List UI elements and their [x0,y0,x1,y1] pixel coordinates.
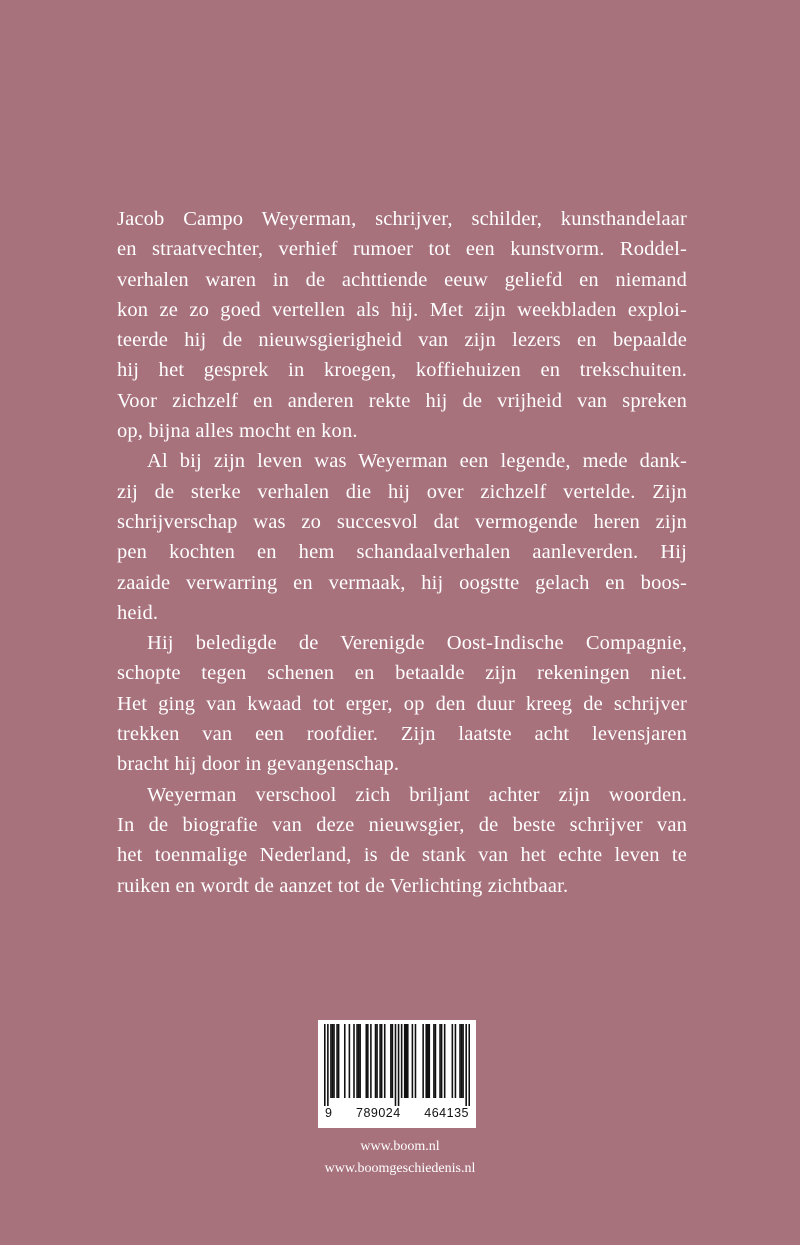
back-cover-blurb [117,204,687,901]
barcode-bar [415,1024,417,1098]
isbn-barcode [318,1020,476,1128]
blurb-line: In de biografie van deze nieuwsgier, de beste schrijver van [117,813,687,836]
barcode-bar [412,1024,414,1098]
barcode-bar [356,1024,358,1098]
barcode-bar [338,1024,340,1098]
barcode-bar [422,1024,424,1098]
blurb-line: het toenmalige Nederland, is de stank van het echte leven te [117,844,687,867]
barcode-bar [358,1024,360,1098]
barcode-bar [381,1024,383,1098]
barcode-bar [444,1024,446,1098]
barcode-bar [359,1024,361,1098]
publisher-url-boom: www.boom.nl [360,1139,440,1154]
blurb-line: ruiken en wordt de aanzet tot de Verlichting zichtbaar. [117,874,569,897]
barcode-bar [439,1024,441,1098]
barcode-digit-prefix: 9 [325,1106,333,1120]
barcode-bar [468,1024,470,1106]
barcode-digit-left: 789024 [356,1106,401,1120]
blurb-line: teerde hij de nieuwsgierigheid van zijn lezers en bepaalde [117,329,687,352]
blurb-line: en straatvechter, verhief rumoer tot een kunstvorm. Roddel- [117,238,687,261]
barcode-bar [365,1024,367,1098]
blurb-line: zaaide verwarring en vermaak, hij oogstte gelach en boos- [117,571,687,594]
blurb-line: kon ze zo goed vertellen als hij. Met zijn weekbladen exploi- [117,298,687,321]
blurb-line: verhalen waren in de achttiende eeuw geliefd en niemand [117,268,687,291]
barcode-bar [367,1024,369,1098]
barcode-bar [459,1024,461,1098]
blurb-line: schopte tegen schenen en betaalde zijn rekeningen niet. [117,662,687,685]
barcode-bar [324,1024,326,1106]
barcode-bar [433,1024,435,1098]
blurb-paragraph-1 [117,204,687,446]
barcode-bar [344,1024,346,1098]
blurb-line: Weyerman verschool zich briljant achter zijn woorden. [147,783,687,806]
barcode-bar [429,1024,431,1098]
blurb-paragraph-2 [117,446,687,628]
barcode-bar [465,1024,467,1106]
barcode-bar [333,1024,335,1098]
barcode-bar [404,1024,406,1098]
barcode-bar [392,1024,394,1098]
publisher-urls [0,1136,800,1180]
blurb-line: Voor zichzelf en anderen rekte hij de vrijheid van spreken [117,389,687,412]
barcode-digit-right: 464135 [424,1106,469,1120]
barcode-bar [435,1024,437,1098]
blurb-line: hij het gesprek in kroegen, koffiehuizen en trekschuiten. [117,359,687,382]
barcode-bar [330,1024,332,1098]
barcode-bar [370,1024,372,1098]
barcode-bar [332,1024,334,1098]
blurb-line: trekken van een roofdier. Zijn laatste acht levensjaren [117,723,687,746]
barcode-bar [462,1024,464,1098]
barcode-bar [405,1024,407,1098]
barcode-bar [395,1024,397,1106]
barcode-bar [375,1024,377,1098]
barcode-bar [379,1024,381,1098]
barcode-bar [407,1024,409,1098]
barcode-bar [425,1024,427,1098]
barcode-digits [324,1106,470,1120]
barcode-bar [327,1024,329,1106]
barcode-bar [384,1024,386,1098]
barcode-bar [353,1024,355,1098]
barcode-bar [461,1024,463,1098]
blurb-line: op, bijna alles mocht en kon. [117,420,358,443]
blurb-line: pen kochten en hem schandaalverhalen aanleverden. Hij [117,541,687,564]
barcode-bar [455,1024,457,1098]
blurb-paragraph-4 [117,780,687,901]
blurb-line: schrijverschap was zo succesvol dat vermogende heren zijn [117,510,687,533]
blurb-line: Hij beledigde de Verenigde Oost-Indische Compagnie, [147,632,687,655]
barcode-bar [336,1024,338,1098]
barcode-bar [401,1024,403,1098]
blurb-line: heid. [117,601,159,624]
barcode-bars [324,1024,470,1106]
blurb-line: zij de sterke verhalen die hij over zichzelf vertelde. Zijn [117,480,687,503]
blurb-paragraph-3 [117,628,687,779]
blurb-line: bracht hij door in gevangenschap. [117,753,400,776]
blurb-line: Jacob Campo Weyerman, schrijver, schilder, kunsthandelaar [117,208,687,230]
barcode-bar [398,1024,400,1106]
barcode-bar [376,1024,378,1098]
blurb-line: Het ging van kwaad tot erger, op den duur kreeg de schrijver [117,692,687,715]
publisher-url-boomgeschiedenis: www.boomgeschiedenis.nl [324,1161,476,1176]
barcode-bar [452,1024,454,1098]
barcode-bar [390,1024,392,1098]
blurb-line: Al bij zijn leven was Weyerman een legende, mede dank- [147,450,687,473]
barcode-bar [349,1024,351,1098]
barcode-bar [441,1024,443,1098]
barcode-bar [427,1024,429,1098]
